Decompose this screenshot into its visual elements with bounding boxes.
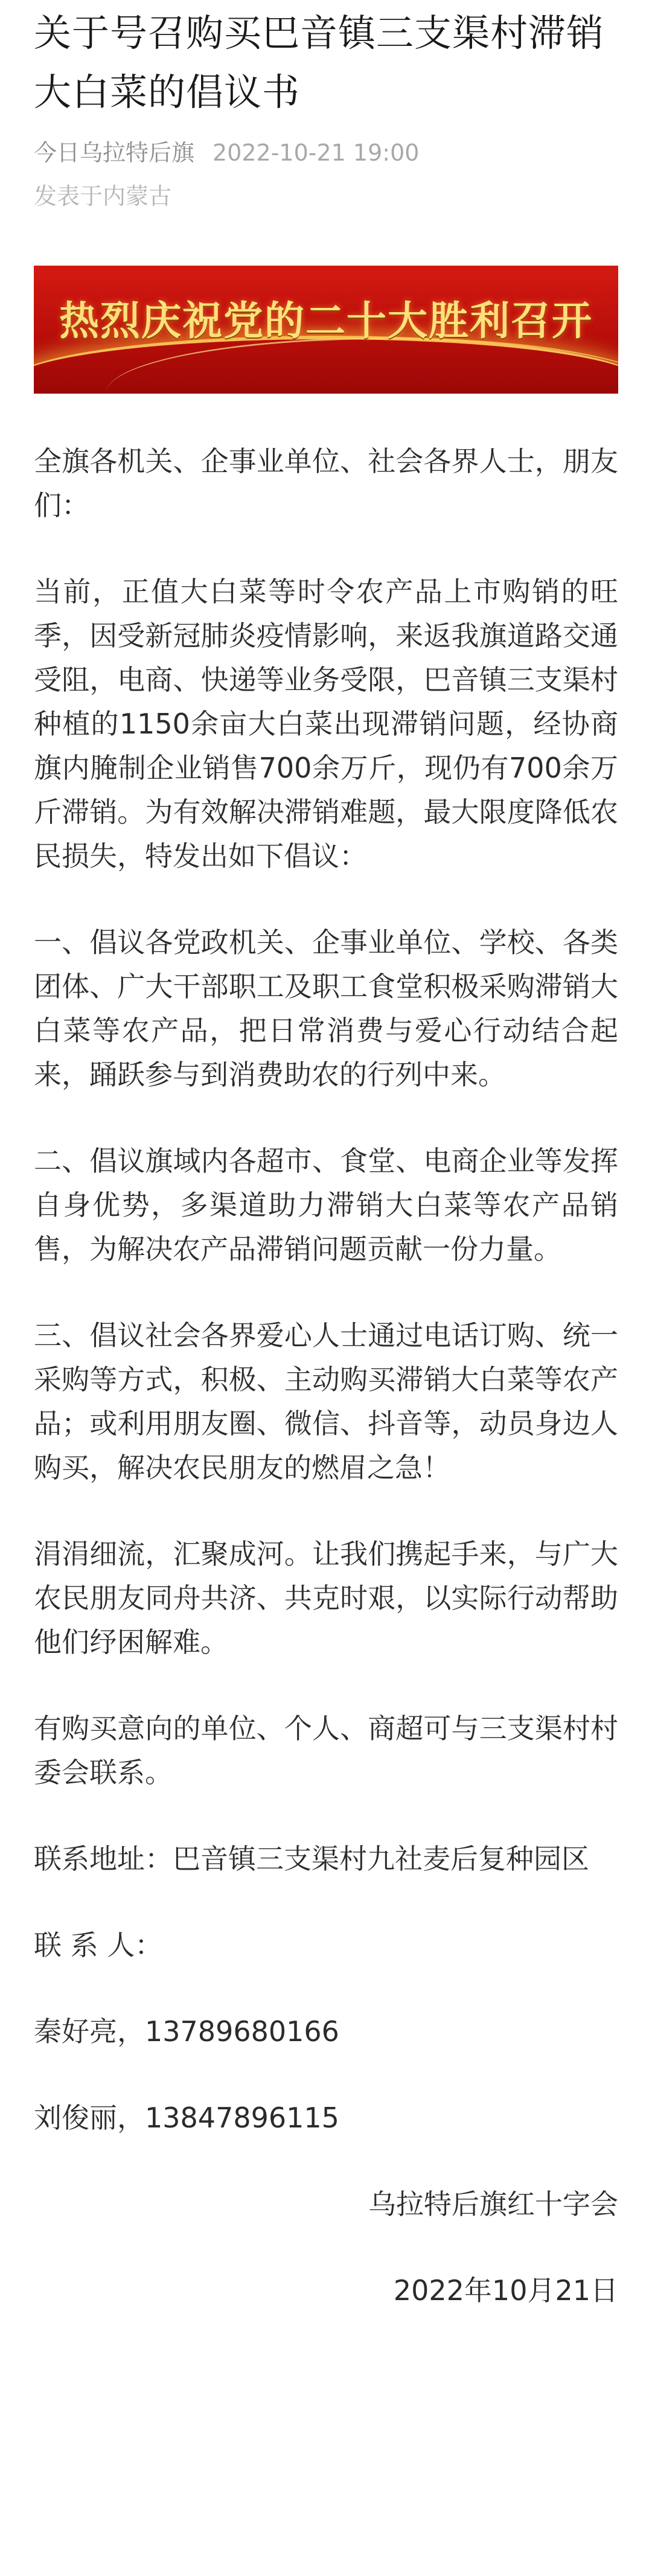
intro-paragraph: 当前，正值大白菜等时令农产品上市购销的旺季，因受新冠肺炎疫情影响，来返我旗道路交通受阻，电商、快递等业务受限，巴音镇三支渠村种植的1150余亩大白菜出现滞销问题，经协商旗内腌制企业销售700余万斤，现仍有700余万斤滞销。为有效解决滞销难题，最大限度降低农民损失，特发出如下倡议： — [34, 575, 618, 872]
article-meta — [34, 138, 618, 168]
article-title: 关于号召购买巴音镇三支渠村滞销大白菜的倡议书 — [34, 11, 605, 114]
signature-organization: 乌拉特后旗红十字会 — [368, 2188, 618, 2220]
salutation-paragraph: 全旗各机关、企事业单位、社会各界人士，朋友们： — [34, 445, 618, 522]
publish-location: 发表于内蒙古 — [34, 183, 172, 209]
contact-person-2: 刘俊丽，13847896115 — [34, 2101, 339, 2134]
contact-person-1: 秦好亮，13789680166 — [34, 2015, 339, 2048]
contact-person-label: 联 系 人： — [34, 1929, 163, 1961]
account-name-link[interactable]: 今日乌拉特后旗 — [34, 139, 195, 166]
contact-address: 联系地址：巴音镇三支渠村九社麦后复种园区 — [34, 1843, 589, 1875]
closing-paragraph: 涓涓细流，汇聚成河。让我们携起手来，与广大农民朋友同舟共济、共克时艰，以实际行动帮助他们纾困解难。 — [34, 1538, 618, 1658]
article — [34, 0, 618, 2355]
banner-text: 热烈庆祝党的二十大胜利召开 — [59, 298, 593, 344]
publish-datetime: 2022-10-21 19:00 — [213, 139, 420, 166]
celebration-banner — [34, 266, 618, 394]
article-body — [34, 439, 618, 2313]
proposal-two-paragraph: 二、倡议旗域内各超市、食堂、电商企业等发挥自身优势，多渠道助力滞销大白菜等农产品销售，为解决农产品滞销问题贡献一份力量。 — [34, 1145, 618, 1265]
contact-intro-paragraph: 有购买意向的单位、个人、商超可与三支渠村村委会联系。 — [34, 1712, 618, 1789]
proposal-one-paragraph: 一、倡议各党政机关、企事业单位、学校、各类团体、广大干部职工及职工食堂积极采购滞销大白菜等农产品，把日常消费与爱心行动结合起来，踊跃参与到消费助农的行列中来。 — [34, 926, 618, 1091]
proposal-three-paragraph: 三、倡议社会各界爱心人士通过电话订购、统一采购等方式，积极、主动购买滞销大白菜等农产品；或利用朋友圈、微信、抖音等，动员身边人购买，解决农民朋友的燃眉之急！ — [34, 1319, 618, 1484]
signature-date: 2022年10月21日 — [393, 2274, 618, 2307]
